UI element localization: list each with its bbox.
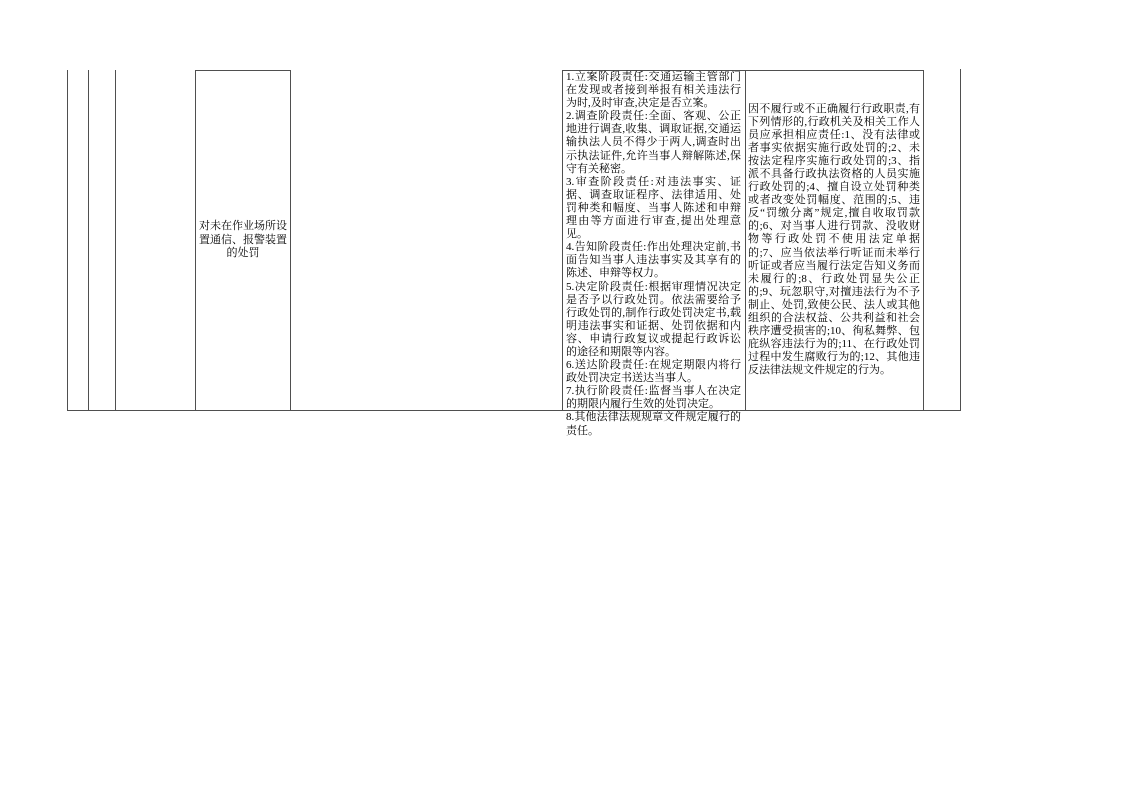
table-vertical-line xyxy=(88,70,89,411)
responsibility-step-3: 3.审查阶段责任:对违法事实、证据、调查取证程序、法律适用、处罚种类和幅度、当事人陈述和申辩理由等方面进行审查,提出处理意见。 xyxy=(566,175,741,241)
table-vertical-line xyxy=(960,69,961,411)
cell-responsibility-steps xyxy=(566,71,741,438)
responsibility-step-5: 5.决定阶段责任:根据审理情况决定是否予以行政处罚。依法需要给予行政处罚的,制作行政处罚决定书,载明违法事实和证据、处罚依据和内容、申请行政复议或提起行政诉讼的途径和期限等内容。 xyxy=(566,280,741,358)
table-vertical-line xyxy=(745,70,746,411)
penalty-item-text: 对未在作业场所设置通信、报警装置的处罚 xyxy=(199,220,287,260)
responsibility-step-2: 2.调查阶段责任:全面、客观、公正地进行调查,收集、调取证据,交通运输执法人员不得少于两人,调查时出示执法证件,允许当事人辩解陈述,保守有关秘密。 xyxy=(566,110,741,175)
responsibility-step-7: 7.执行阶段责任:监督当事人在决定的期限内履行生效的处罚决定。 xyxy=(566,385,741,411)
cell-penalty-item-name xyxy=(196,71,290,410)
table-vertical-line xyxy=(67,70,68,411)
table-bottom-border xyxy=(67,410,961,411)
responsibility-step-1: 1.立案阶段责任:交通运输主管部门在发现或者接到举报有相关违法行为时,及时审查,决定是否立案。 xyxy=(566,71,741,110)
table-vertical-line xyxy=(290,70,291,411)
responsibility-step-4: 4.告知阶段责任:作出处理决定前,书面告知当事人违法事实及其享有的陈述、申辩等权力。 xyxy=(566,241,741,280)
responsibility-step-8: 8.其他法律法规规章文件规定履行的责任。 xyxy=(566,411,741,437)
table-vertical-line xyxy=(562,70,563,411)
table-vertical-line xyxy=(115,70,116,411)
accountability-text: 因不履行或不正确履行行政职责,有下列情形的,行政机关及相关工作人员应承担相应责任:1、没有法律或者事实依据实施行政处罚的;2、未按法定程序实施行政处罚的;3、指派不具备行政执法资格的人员实施行政处罚的;4、擅自设立处罚种类或者改变处罚幅度、范围的;5、违反“罚缴分离”规定,擅自收取罚款的;6、对当事人进行罚款、没收财物等行政处罚不使用法定单据的;7、应当依法举行听证而未举行听证或者应当履行法定告知义务而未履行的;8、行政处罚显失公正的;9、玩忽职守,对擅违法行为不予制止、处罚,致使公民、法人或其他组织的合法权益、公共利益和社会秩序遭受损害的;10、徇私舞弊、包庇纵容违法行为的;11、在行政处罚过程中发生腐败行为的;12、其他违反法律法规文件规定的行为。 xyxy=(748,102,920,377)
responsibility-step-6: 6.送达阶段责任:在规定期限内将行政处罚决定书送达当事人。 xyxy=(566,359,741,385)
table-vertical-line xyxy=(923,70,924,411)
cell-accountability-situations xyxy=(748,70,920,410)
